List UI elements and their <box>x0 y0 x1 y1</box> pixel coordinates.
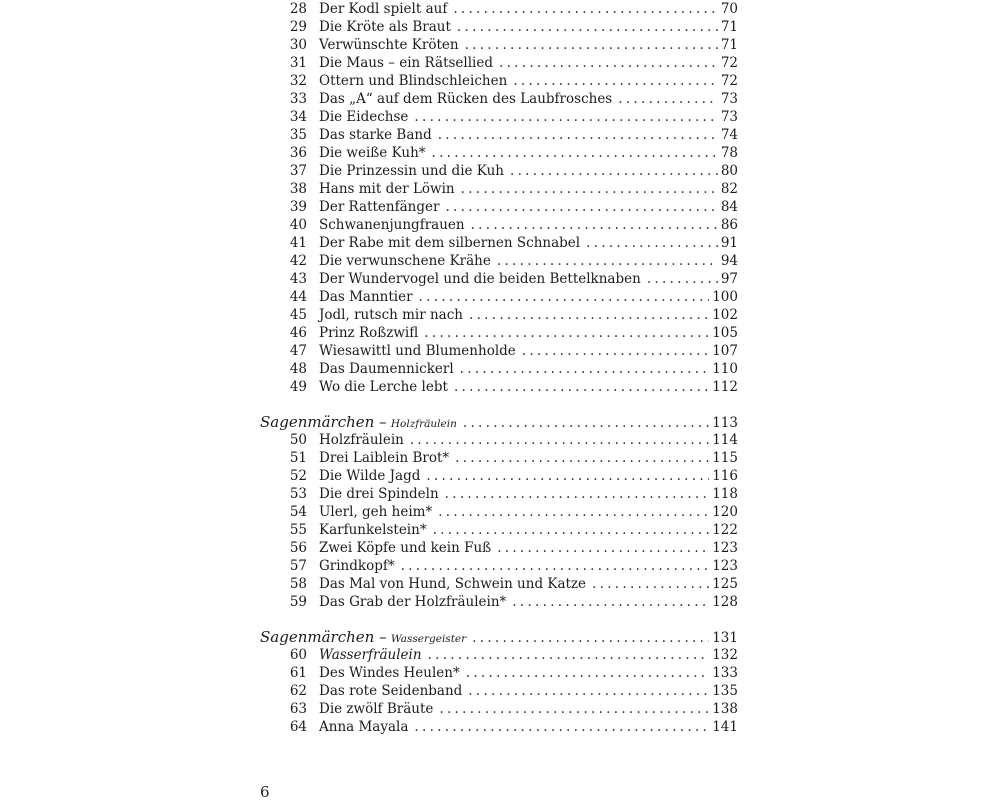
toc-page-number: 141 <box>712 719 738 735</box>
toc-entry-number: 36 <box>289 145 307 161</box>
toc-entry-title: Anna Mayala <box>319 719 409 735</box>
toc-entry-number: 28 <box>289 1 307 17</box>
toc-entry-title: Der Kodl spielt auf <box>319 1 448 17</box>
toc-entry-line <box>319 378 738 396</box>
toc-page-number: 84 <box>720 199 738 215</box>
toc-entry-number: 60 <box>289 647 307 663</box>
dot-leader <box>586 234 718 252</box>
toc-entry[interactable] <box>260 557 738 575</box>
toc-entry-title: Die verwunschene Krähe <box>319 253 491 269</box>
dot-leader <box>497 252 718 270</box>
toc-entry-line <box>319 593 738 611</box>
toc-entry[interactable] <box>260 180 738 198</box>
toc-entry[interactable] <box>260 503 738 521</box>
toc-entry-line <box>319 431 738 449</box>
section-subheading: Holzfräulein <box>390 418 457 430</box>
dot-leader <box>466 664 709 682</box>
dot-leader <box>512 593 709 611</box>
dot-leader <box>469 306 709 324</box>
toc-entry-line <box>319 575 738 593</box>
dot-leader <box>414 108 717 126</box>
toc-entry[interactable] <box>260 718 738 736</box>
toc-entry-line <box>319 700 738 718</box>
toc-page-number: 82 <box>720 181 738 197</box>
toc-entry[interactable] <box>260 539 738 557</box>
toc-entry-line <box>319 0 738 18</box>
dot-leader <box>433 521 710 539</box>
toc-entry-line <box>319 54 738 72</box>
toc-group-3 <box>260 646 738 736</box>
toc-entry-line <box>319 557 738 575</box>
toc-entry-line <box>319 288 738 306</box>
toc-entry-title: Wo die Lerche lebt <box>319 379 448 395</box>
toc-page-number: 102 <box>712 307 738 323</box>
toc-page-number: 72 <box>720 55 738 71</box>
toc-entry[interactable] <box>260 270 738 288</box>
dot-leader <box>472 629 709 647</box>
toc-page-number: 74 <box>720 127 738 143</box>
toc-entry[interactable] <box>260 54 738 72</box>
toc-entry-line <box>319 36 738 54</box>
dot-leader <box>455 449 709 467</box>
toc-entry-number: 43 <box>289 271 307 287</box>
toc-page-number: 116 <box>712 468 738 484</box>
toc-page-number: 70 <box>720 1 738 17</box>
toc-page-number: 125 <box>712 576 738 592</box>
toc-entry-line <box>319 270 738 288</box>
toc-entry-title: Drei Laiblein Brot* <box>319 450 450 466</box>
dot-leader <box>510 162 718 180</box>
toc-entry-number: 39 <box>289 199 307 215</box>
toc-entry[interactable] <box>260 431 738 449</box>
toc-page-number: 115 <box>712 450 738 466</box>
toc-entry-line <box>319 521 738 539</box>
toc-entry[interactable] <box>260 360 738 378</box>
toc-group-2 <box>260 431 738 611</box>
toc-entry-line <box>319 342 738 360</box>
dot-leader <box>465 36 718 54</box>
toc-entry-title: Prinz Roßzwifl <box>319 325 419 341</box>
toc-entry-number: 56 <box>289 540 307 556</box>
toc-entry-number: 40 <box>289 217 307 233</box>
toc-entry-number: 45 <box>289 307 307 323</box>
toc-entry-number: 30 <box>289 37 307 53</box>
toc-entry-number: 52 <box>289 468 307 484</box>
toc-entry-title: Die weiße Kuh* <box>319 145 426 161</box>
toc-entry-title: Die Wilde Jagd <box>319 468 421 484</box>
toc-page-number: 112 <box>712 379 738 395</box>
toc-section-title <box>260 413 457 433</box>
toc-entry[interactable] <box>260 90 738 108</box>
dot-leader <box>453 0 718 18</box>
toc-page-number: 114 <box>712 432 738 448</box>
toc-entry[interactable] <box>260 72 738 90</box>
toc-page-number: 135 <box>712 683 738 699</box>
toc-page-number: 80 <box>720 163 738 179</box>
toc-entry-title: Die Maus – ein Rätsellied <box>319 55 493 71</box>
toc-entry-title: Der Wundervogel und die beiden Bettelknaben <box>319 271 641 287</box>
toc-entry-number: 35 <box>289 127 307 143</box>
toc-page-number: 123 <box>712 540 738 556</box>
toc-entry[interactable] <box>260 342 738 360</box>
dot-leader <box>410 431 709 449</box>
toc-entry-title: Der Rabe mit dem silbernen Schnabel <box>319 235 581 251</box>
toc-entry-number: 42 <box>289 253 307 269</box>
toc-entry-title: Die Eidechse <box>319 109 409 125</box>
toc-entry-line <box>319 449 738 467</box>
toc-section-entry <box>260 628 738 646</box>
dot-leader <box>618 90 718 108</box>
dot-leader <box>401 557 710 575</box>
toc-entry[interactable] <box>260 485 738 503</box>
dot-leader <box>460 360 710 378</box>
toc-entry[interactable] <box>260 306 738 324</box>
toc-entry-number: 64 <box>289 719 307 735</box>
toc-entry-number: 53 <box>289 486 307 502</box>
toc-entry-title: Die Kröte als Braut <box>319 19 451 35</box>
toc-page-number: 122 <box>712 522 738 538</box>
toc-entry[interactable] <box>260 682 738 700</box>
toc-entry[interactable] <box>260 575 738 593</box>
toc-page-number: 73 <box>720 91 738 107</box>
toc-entry-title: Das Mal von Hund, Schwein und Katze <box>319 576 587 592</box>
toc-page-number: 78 <box>720 145 738 161</box>
toc-entry-title: Wasserfräulein <box>319 647 422 663</box>
toc-section-title <box>260 628 466 648</box>
dot-leader <box>426 467 709 485</box>
toc-section-holzfraeulein[interactable] <box>260 413 738 431</box>
toc-entry-title: Das Grab der Holzfräulein* <box>319 594 507 610</box>
section-subheading: Wassergeister <box>390 633 467 645</box>
toc-entry-line <box>319 503 738 521</box>
dot-leader <box>497 539 709 557</box>
toc-entry-title: Das starke Band <box>319 127 432 143</box>
toc-entry-title: Das Manntier <box>319 289 413 305</box>
toc-entry[interactable] <box>260 126 738 144</box>
toc-group-1 <box>260 0 738 396</box>
toc-section-wassergeister[interactable] <box>260 628 738 646</box>
toc-entry-title: Ulerl, geh heim* <box>319 504 433 520</box>
toc-entry-title: Das Daumennickerl <box>319 361 454 377</box>
toc-entry-line <box>319 324 738 342</box>
toc-entry-title: Der Rattenfänger <box>319 199 440 215</box>
dot-leader <box>445 198 717 216</box>
toc-entry-line <box>319 539 738 557</box>
toc-entry-number: 49 <box>289 379 307 395</box>
toc-page-number: 73 <box>720 109 738 125</box>
toc-entry[interactable] <box>260 108 738 126</box>
toc-entry-line <box>319 234 738 252</box>
toc-entry-line <box>319 198 738 216</box>
toc-entry-line <box>319 126 738 144</box>
dot-leader <box>439 700 709 718</box>
toc-page-number: 71 <box>720 37 738 53</box>
toc-entry-line <box>319 467 738 485</box>
toc-entry-line <box>319 306 738 324</box>
toc-entry-line <box>319 144 738 162</box>
toc-entry-line <box>319 252 738 270</box>
toc-entry-number: 50 <box>289 432 307 448</box>
toc-entry-line <box>319 18 738 36</box>
toc-entry[interactable] <box>260 324 738 342</box>
toc-entry[interactable] <box>260 216 738 234</box>
toc-page-number: 71 <box>720 19 738 35</box>
toc-entry-line <box>319 180 738 198</box>
toc-entry-number: 37 <box>289 163 307 179</box>
toc-entry-title: Ottern und Blindschleichen <box>319 73 508 89</box>
toc-entry-line <box>319 162 738 180</box>
toc-entry[interactable] <box>260 449 738 467</box>
dot-leader <box>424 324 709 342</box>
toc-entry[interactable] <box>260 664 738 682</box>
toc-entry-number: 47 <box>289 343 307 359</box>
toc-entry[interactable] <box>260 198 738 216</box>
toc-page-number: 128 <box>712 594 738 610</box>
toc-entry-title: Verwünschte Kröten <box>319 37 459 53</box>
toc-page-number: 132 <box>712 647 738 663</box>
toc-entry-number: 61 <box>289 665 307 681</box>
toc-page-number: 133 <box>712 665 738 681</box>
toc-entry[interactable] <box>260 467 738 485</box>
dot-leader <box>468 682 709 700</box>
dot-leader <box>428 646 710 664</box>
toc-entry-number: 44 <box>289 289 307 305</box>
toc-entry[interactable] <box>260 700 738 718</box>
toc-page-number: 113 <box>712 415 738 431</box>
toc-page-number: 131 <box>712 630 738 646</box>
toc-entry[interactable] <box>260 18 738 36</box>
toc-entry-number: 48 <box>289 361 307 377</box>
dot-leader <box>461 180 718 198</box>
dot-leader <box>471 216 718 234</box>
toc-page-number: 94 <box>720 253 738 269</box>
toc-page-number: 118 <box>712 486 738 502</box>
dot-leader <box>457 18 718 36</box>
toc-page-number: 97 <box>720 271 738 287</box>
dot-leader <box>432 144 718 162</box>
dot-leader <box>419 288 710 306</box>
dot-leader <box>647 270 718 288</box>
toc-entry-number: 58 <box>289 576 307 592</box>
toc-entry-number: 31 <box>289 55 307 71</box>
toc-entry-number: 62 <box>289 683 307 699</box>
dot-leader <box>438 503 709 521</box>
toc-entry-number: 41 <box>289 235 307 251</box>
toc-entry-line <box>319 664 738 682</box>
toc-entry-title: Die Prinzessin und die Kuh <box>319 163 504 179</box>
toc-entry-title: Schwanenjungfrauen <box>319 217 465 233</box>
toc-entry[interactable] <box>260 593 738 611</box>
toc-entry-number: 29 <box>289 19 307 35</box>
toc-page-number: 107 <box>712 343 738 359</box>
toc-entry-title: Holzfräulein <box>319 432 404 448</box>
toc-entry-title: Jodl, rutsch mir nach <box>319 307 463 323</box>
table-of-contents <box>260 0 738 736</box>
section-heading: Sagenmärchen – <box>260 628 387 646</box>
toc-entry[interactable] <box>260 288 738 306</box>
toc-page-number: 100 <box>712 289 738 305</box>
toc-entry-title: Die zwölf Bräute <box>319 701 434 717</box>
page-folio: 6 <box>260 783 270 801</box>
toc-entry-title: Wiesawittl und Blumenholde <box>319 343 516 359</box>
toc-entry-line <box>319 360 738 378</box>
toc-entry[interactable] <box>260 521 738 539</box>
dot-leader <box>454 378 709 396</box>
toc-entry-line <box>319 72 738 90</box>
toc-entry-line <box>319 216 738 234</box>
toc-entry-title: Grindkopf* <box>319 558 395 574</box>
dot-leader <box>463 414 709 432</box>
toc-entry[interactable] <box>260 0 738 18</box>
dot-leader <box>513 72 718 90</box>
toc-entry-number: 32 <box>289 73 307 89</box>
toc-entry[interactable] <box>260 378 738 396</box>
toc-entry[interactable] <box>260 144 738 162</box>
toc-page-number: 110 <box>712 361 738 377</box>
toc-page-number: 86 <box>720 217 738 233</box>
toc-section-entry <box>260 413 738 431</box>
toc-entry[interactable] <box>260 234 738 252</box>
toc-page-number: 105 <box>712 325 738 341</box>
toc-entry-title: Des Windes Heulen* <box>319 665 460 681</box>
toc-entry[interactable] <box>260 162 738 180</box>
toc-entry-title: Das rote Seidenband <box>319 683 463 699</box>
dot-leader <box>522 342 709 360</box>
dot-leader <box>414 718 709 736</box>
toc-entry-title: Das „A“ auf dem Rücken des Laubfrosches <box>319 91 613 107</box>
dot-leader <box>445 485 710 503</box>
toc-page-number: 138 <box>712 701 738 717</box>
toc-entry[interactable] <box>260 646 738 664</box>
toc-entry-number: 55 <box>289 522 307 538</box>
dot-leader <box>499 54 718 72</box>
toc-entry-line <box>319 108 738 126</box>
toc-entry-title: Zwei Köpfe und kein Fuß <box>319 540 492 556</box>
toc-page-number: 72 <box>720 73 738 89</box>
toc-entry[interactable] <box>260 252 738 270</box>
section-heading: Sagenmärchen – <box>260 413 387 431</box>
toc-entry-line <box>319 682 738 700</box>
toc-page-number: 123 <box>712 558 738 574</box>
toc-entry-number: 59 <box>289 594 307 610</box>
dot-leader <box>592 575 709 593</box>
toc-page-number: 91 <box>720 235 738 251</box>
toc-entry-line <box>319 485 738 503</box>
toc-entry[interactable] <box>260 36 738 54</box>
toc-entry-number: 57 <box>289 558 307 574</box>
toc-entry-line <box>319 90 738 108</box>
toc-page-number: 120 <box>712 504 738 520</box>
toc-entry-number: 33 <box>289 91 307 107</box>
toc-entry-number: 54 <box>289 504 307 520</box>
toc-entry-line <box>319 718 738 736</box>
toc-entry-title: Karfunkelstein* <box>319 522 427 538</box>
toc-entry-line <box>319 646 738 664</box>
toc-entry-number: 51 <box>289 450 307 466</box>
toc-entry-number: 46 <box>289 325 307 341</box>
dot-leader <box>438 126 718 144</box>
toc-entry-number: 38 <box>289 181 307 197</box>
toc-entry-title: Die drei Spindeln <box>319 486 439 502</box>
toc-entry-title: Hans mit der Löwin <box>319 181 455 197</box>
toc-entry-number: 63 <box>289 701 307 717</box>
toc-entry-number: 34 <box>289 109 307 125</box>
